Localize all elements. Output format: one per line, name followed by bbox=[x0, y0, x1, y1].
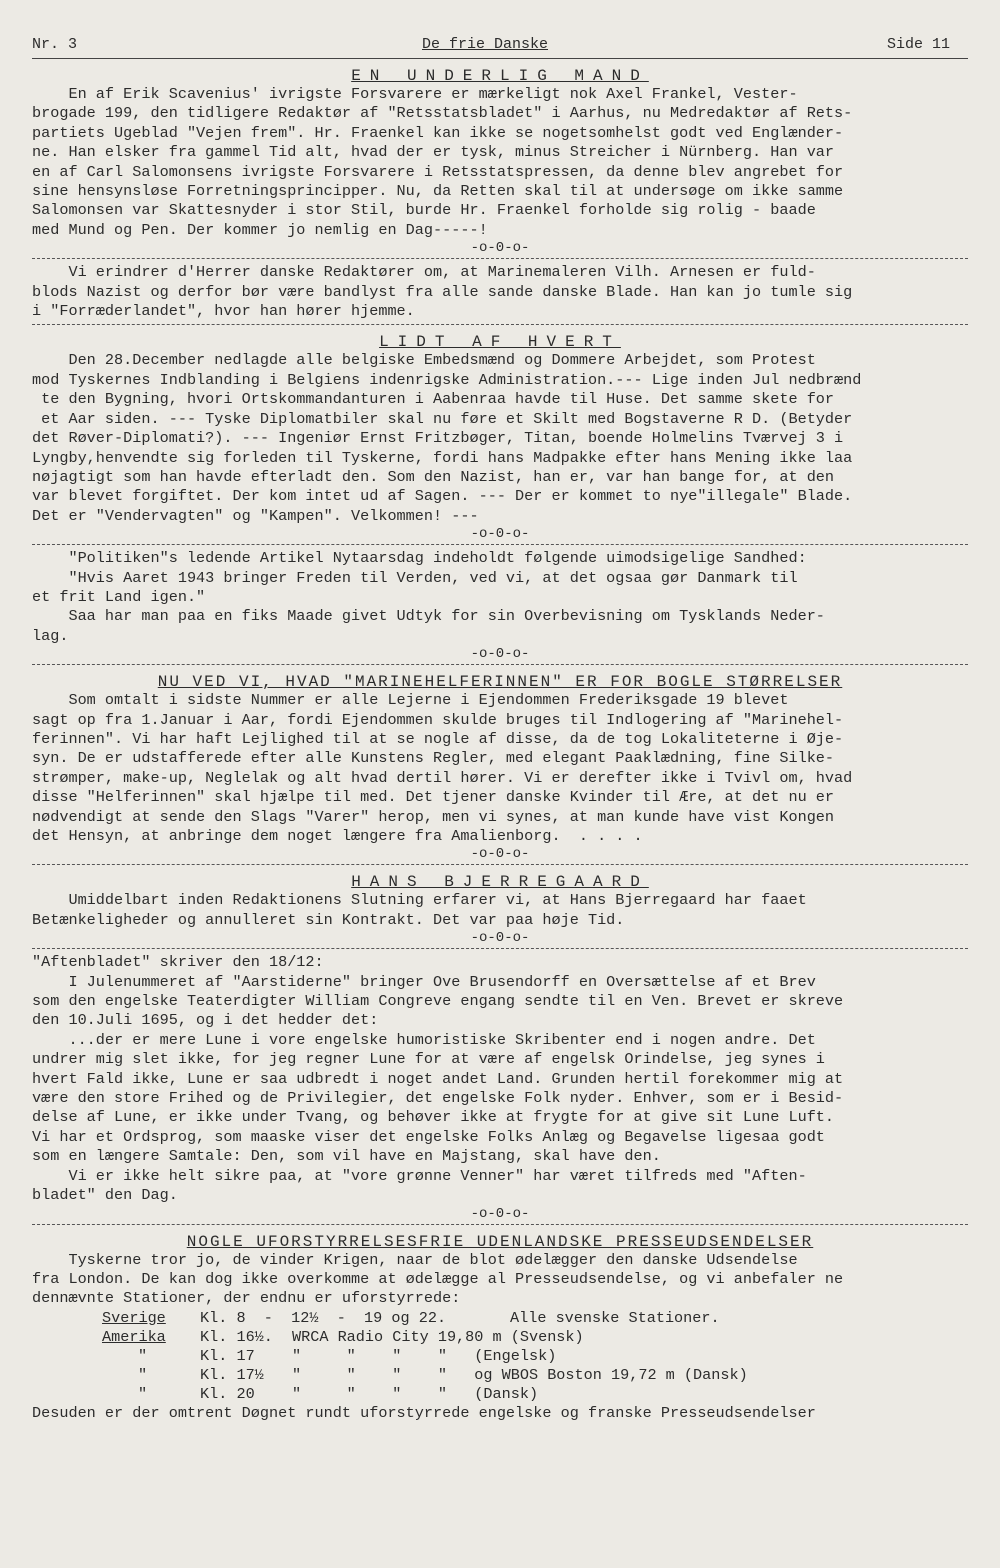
schedule-country: " bbox=[138, 1365, 148, 1384]
text-line: Vi erindrer d'Herrer danske Redaktører om, at Marinemaleren Vilh. Arnesen er fuld- bbox=[32, 263, 816, 282]
separator: -o-0-o- bbox=[470, 526, 530, 543]
text-line: partiets Ugeblad "Vejen frem". Hr. Fraenkel kan ikke se nogetsomhelst godt ved Englænder- bbox=[32, 123, 844, 142]
text-line: sine hensynsløse Forretningsprincipper. Nu, da Retten skal til at undersøge om ikke samme bbox=[32, 182, 844, 201]
schedule-station: " " " " og WBOS Boston 19,72 m (Dansk) bbox=[292, 1365, 748, 1384]
text-line: "Hvis Aaret 1943 bringer Freden til Verden, ved vi, at det ogsaa gør Danmark til bbox=[32, 568, 798, 587]
article-text bbox=[32, 85, 968, 240]
page-header bbox=[32, 36, 968, 56]
divider bbox=[32, 664, 968, 665]
separator: -o-0-o- bbox=[470, 930, 530, 947]
text-line: være den store Frihed og de Privilegier, det engelske Folk nyder. Enhver, som er i Besid- bbox=[32, 1089, 844, 1108]
text-line: Tyskerne tror jo, de vinder Krigen, naar de blot ødelægger den danske Udsendelse bbox=[32, 1250, 798, 1269]
separator: -o-0-o- bbox=[470, 240, 530, 257]
schedule-row bbox=[32, 1328, 968, 1347]
text-line: som den engelske Teaterdigter William Congreve engang sendte til en Ven. Brevet er skreve bbox=[32, 992, 844, 1011]
text-line: brogade 199, den tidligere Redaktør af "Retsstatsbladet" i Aarhus, nu Medredaktør af Rets- bbox=[32, 104, 853, 123]
schedule-row bbox=[32, 1347, 968, 1366]
radio-schedule bbox=[32, 1309, 968, 1404]
schedule-time: Kl. 20 bbox=[200, 1384, 255, 1403]
text-line: nøjagtigt som han havde efterladt den. Som den Nazist, han er, var han bange for, at den bbox=[32, 467, 835, 486]
article-text bbox=[32, 549, 968, 646]
article-text bbox=[32, 351, 968, 526]
text-line: disse "Helferinnen" skal hjælpe til med. Det tjener danske Kvinder til Ære, at det nu er bbox=[32, 788, 835, 807]
schedule-country: " bbox=[138, 1346, 148, 1365]
article-text bbox=[32, 953, 968, 1205]
text-line: bladet" den Dag. bbox=[32, 1186, 178, 1205]
header-rule bbox=[32, 58, 968, 59]
text-line: strømper, make-up, Neglelak og alt hvad dertil hører. Vi er derefter ikke i Tvivl om, hvad bbox=[32, 768, 853, 787]
text-line: En af Erik Scavenius' ivrigste Forsvarere er mærkeligt nok Axel Frankel, Vester- bbox=[32, 85, 798, 103]
text-line: en af Carl Salomonsens ivrigste Forsvarere i Retsstatspressen, da denne blev angrebet for bbox=[32, 162, 844, 181]
schedule-country: Amerika bbox=[102, 1327, 166, 1346]
divider bbox=[32, 1224, 968, 1225]
text-line: Salomonsen var Skattesnyder i stor Stil, burde Hr. Fraenkel forholde sig rolig - baade bbox=[32, 201, 816, 220]
section-title: HANS BJERREGAARD bbox=[351, 873, 649, 892]
schedule-time: Kl. 8 - 12½ - 19 og 22. bbox=[200, 1308, 447, 1327]
section-title: LIDT AF HVERT bbox=[379, 333, 621, 352]
footer-text: Desuden er der omtrent Døgnet rundt uforstyrrede engelske og franske Presseudsendelser bbox=[32, 1403, 816, 1422]
text-line: fra London. De kan dog ikke overkomme at ødelægge al Presseudsendelse, og vi anbefaler ne bbox=[32, 1269, 844, 1288]
text-line: I Julenummeret af "Aarstiderne" bringer Ove Brusendorff en Oversættelse af et Brev bbox=[32, 972, 816, 991]
separator: -o-0-o- bbox=[470, 646, 530, 663]
schedule-country: " bbox=[138, 1384, 148, 1403]
text-line: Den 28.December nedlagde alle belgiske Embedsmænd og Dommere Arbejdet, som Protest bbox=[32, 351, 816, 370]
text-line: Umiddelbart inden Redaktionens Slutning erfarer vi, at Hans Bjerregaard har faaet bbox=[32, 891, 807, 910]
divider bbox=[32, 544, 968, 545]
article-text bbox=[32, 263, 968, 321]
text-line: Som omtalt i sidste Nummer er alle Lejerne i Ejendommen Frederiksgade 19 blevet bbox=[32, 691, 789, 710]
schedule-station: " " " " (Engelsk) bbox=[292, 1346, 557, 1365]
text-line: Betænkeligheder og annulleret sin Kontrakt. Det var paa høje Tid. bbox=[32, 910, 625, 929]
text-line: "Politiken"s ledende Artikel Nytaarsdag indeholdt følgende uimodsigelige Sandhed: bbox=[32, 549, 807, 568]
divider bbox=[32, 948, 968, 949]
schedule-time: Kl. 17 bbox=[200, 1346, 255, 1365]
text-line: ferinnen". Vi har haft Lejlighed til at se nogle af disse, da de tog Lokaliteterne i Øje- bbox=[32, 729, 844, 748]
text-line: i "Forræderlandet", hvor han hører hjemme. bbox=[32, 302, 415, 321]
text-line: det Røver-Diplomati?). --- Ingeniør Ernst Fritzbøger, Titan, boende Holmelins Tværvej 3 i bbox=[32, 429, 844, 448]
text-line: som en længere Samtale: Den, som vil have en Majstang, skal have den. bbox=[32, 1147, 661, 1166]
text-line: syn. De er udstafferede efter alle Kunstens Regler, med elegant Paaklædning, fine Silke- bbox=[32, 749, 835, 768]
text-line: var blevet forgiftet. Der kom intet ud af Sagen. --- Der er kommet to nye"illegale" Blade. bbox=[32, 487, 853, 506]
divider bbox=[32, 864, 968, 865]
divider bbox=[32, 258, 968, 259]
schedule-station: " " " " (Dansk) bbox=[292, 1384, 539, 1403]
text-line: Lyngby,henvendte sig forleden til Tyskerne, fordi hans Madpakke efter hans Mening ikke laa bbox=[32, 448, 853, 467]
schedule-time: Kl. 17½ bbox=[200, 1365, 264, 1384]
schedule-station: Alle svenske Stationer. bbox=[510, 1308, 720, 1327]
text-line: med Mund og Pen. Der kommer jo nemlig en Dag-----! bbox=[32, 220, 488, 239]
text-line: et Aar siden. --- Tyske Diplomatbiler skal nu føre et Skilt med Bogstaverne R D. (Betyder bbox=[32, 409, 853, 428]
text-line: undrer mig slet ikke, for jeg regner Lune for at være af engelsk Orindelse, jeg synes i bbox=[32, 1050, 825, 1069]
text-line: lag. bbox=[32, 626, 69, 645]
article-text bbox=[32, 891, 968, 930]
schedule-row bbox=[32, 1366, 968, 1385]
text-line: Vi er ikke helt sikre paa, at "vore grønne Venner" har været tilfreds med "Aften- bbox=[32, 1166, 807, 1185]
text-line: ...der er mere Lune i vore engelske humoristiske Skribenter end i nogen andre. Det bbox=[32, 1030, 816, 1049]
text-line: te den Bygning, hvori Ortskommandanturen i Aabenraa havde til Huse. Det samme skete for bbox=[32, 390, 835, 409]
text-line: Det er "Vendervagten" og "Kampen". Velkommen! --- bbox=[32, 506, 479, 525]
text-line: nødvendigt at sende den Slags "Varer" herop, men vi synes, at man kunde have vist Kongen bbox=[32, 807, 835, 826]
text-line: hvert Fald ikke, Lune er saa udbredt i noget andet Land. Grunden hertil forekommer mig at bbox=[32, 1069, 844, 1088]
issue-number: Nr. 3 bbox=[32, 36, 78, 53]
text-line: delse af Lune, er ikke under Tvang, og behøver ikke at frygte for at give sit Lune Luft. bbox=[32, 1108, 835, 1127]
text-line: et frit Land igen." bbox=[32, 587, 206, 606]
newspaper-title: De frie Danske bbox=[422, 36, 549, 53]
text-line: blods Nazist og derfor bør være bandlyst fra alle sande danske Blade. Han kan jo tumle sig bbox=[32, 282, 853, 301]
schedule-station: WRCA Radio City 19,80 m (Svensk) bbox=[292, 1327, 584, 1346]
text-line: sagt op fra 1.Januar i Aar, fordi Ejendommen skulde bruges til Indlogering af "Marinehel- bbox=[32, 710, 844, 729]
text-line: Vi har et Ordsprog, som maaske viser det engelske Folks Anlæg og Begavelse ligesaa godt bbox=[32, 1127, 825, 1146]
text-line: mod Tyskernes Indblanding i Belgiens indenrigske Administration.--- Lige inden Jul nedbrænd bbox=[32, 370, 862, 389]
text-line: Saa har man paa en fiks Maade givet Udtyk for sin Overbevisning om Tysklands Neder- bbox=[32, 607, 825, 626]
schedule-row bbox=[32, 1385, 968, 1404]
text-line: den 10.Juli 1695, og i det hedder det: bbox=[32, 1011, 379, 1030]
separator: -o-0-o- bbox=[470, 846, 530, 863]
text-line: ne. Han elsker fra gammel Tid alt, hvad der er tysk, minus Streicher i Nürnberg. Han var bbox=[32, 143, 835, 162]
article-text bbox=[32, 691, 968, 846]
section-title: EN UNDERLIG MAND bbox=[351, 67, 649, 85]
page-number: Side 11 bbox=[886, 36, 950, 53]
separator: -o-0-o- bbox=[470, 1205, 530, 1222]
section-title: NU VED VI, HVAD "MARINEHELFERINNEN" ER FOR BOGLE STØRRELSER bbox=[157, 673, 843, 692]
section-title: NOGLE UFORSTYRRELSESFRIE UDENLANDSKE PRESSEUDSENDELSER bbox=[186, 1232, 814, 1251]
schedule-row bbox=[32, 1309, 968, 1328]
text-line: det Hensyn, at anbringe dem noget længere fra Amalienborg. . . . . bbox=[32, 827, 643, 845]
divider bbox=[32, 324, 968, 325]
article-text bbox=[32, 1251, 968, 1309]
text-line: dennævnte Stationer, der endnu er uforstyrrede: bbox=[32, 1289, 461, 1308]
schedule-country: Sverige bbox=[102, 1308, 166, 1327]
text-line: "Aftenbladet" skriver den 18/12: bbox=[32, 953, 324, 972]
schedule-time: Kl. 16½. bbox=[200, 1327, 273, 1346]
